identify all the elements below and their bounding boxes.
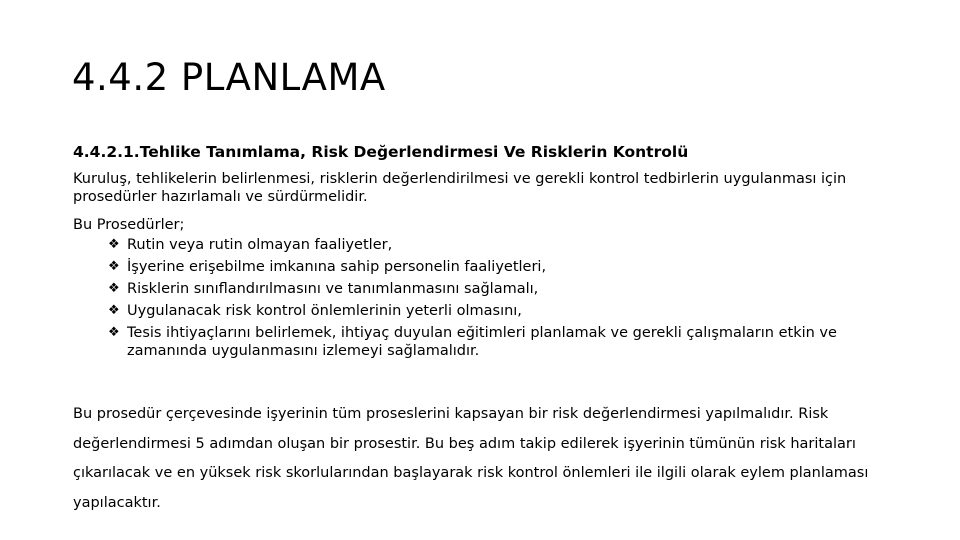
diamond-star-bullet-icon: ❖ [108,325,120,340]
section-heading: 4.4.2.1.Tehlike Tanımlama, Risk Değerlendirmesi Ve Risklerin Kontrolü [73,143,689,161]
list-item [108,324,888,360]
list-item [108,302,888,320]
list-item-text: Risklerin sınıflandırılmasını ve tanımlanmasını sağlamalı, [127,281,539,297]
diamond-star-bullet-icon: ❖ [108,281,120,296]
slide-title: 4.4.2 PLANLAMA [72,56,386,99]
list-item-text: İşyerine erişebilme imkanına sahip personelin faaliyetleri, [127,259,547,275]
list-item-text: Tesis ihtiyaçlarını belirlemek, ihtiyaç duyulan eğitimleri planlamak ve gerekli çalışmaların etkin ve zamanında uygulanmasını izlemeyi sağlamalıdır. [127,325,837,359]
diamond-star-bullet-icon: ❖ [108,259,120,274]
list-item [108,236,888,254]
diamond-star-bullet-icon: ❖ [108,237,120,252]
closing-paragraph: Bu prosedür çerçevesinde işyerinin tüm proseslerini kapsayan bir risk değerlendirmesi yapılmalıdır. Risk değerlendirmesi 5 adımdan oluşan bir prosestir. Bu beş adım takip edilerek işyerinin tümünün risk haritaları çıkarılacak ve en yüksek risk skorlularından başlayarak risk kontrol önlemleri ile ilgili olarak eylem planlaması yapılacaktır. [73,406,869,511]
list-item-text: Uygulanacak risk kontrol önlemlerinin yeterli olmasını, [127,303,522,319]
list-item [108,280,888,298]
procedures-label: Bu Prosedürler; [73,217,185,233]
diamond-star-bullet-icon: ❖ [108,303,120,318]
procedures-list [108,236,888,364]
intro-paragraph: Kuruluş, tehlikelerin belirlenmesi, risklerin değerlendirilmesi ve gerekli kontrol tedbirlerin uygulanması için prosedürler hazırlamalı ve sürdürmelidir. [73,171,847,205]
list-item [108,258,888,276]
list-item-text: Rutin veya rutin olmayan faaliyetler, [127,237,393,253]
